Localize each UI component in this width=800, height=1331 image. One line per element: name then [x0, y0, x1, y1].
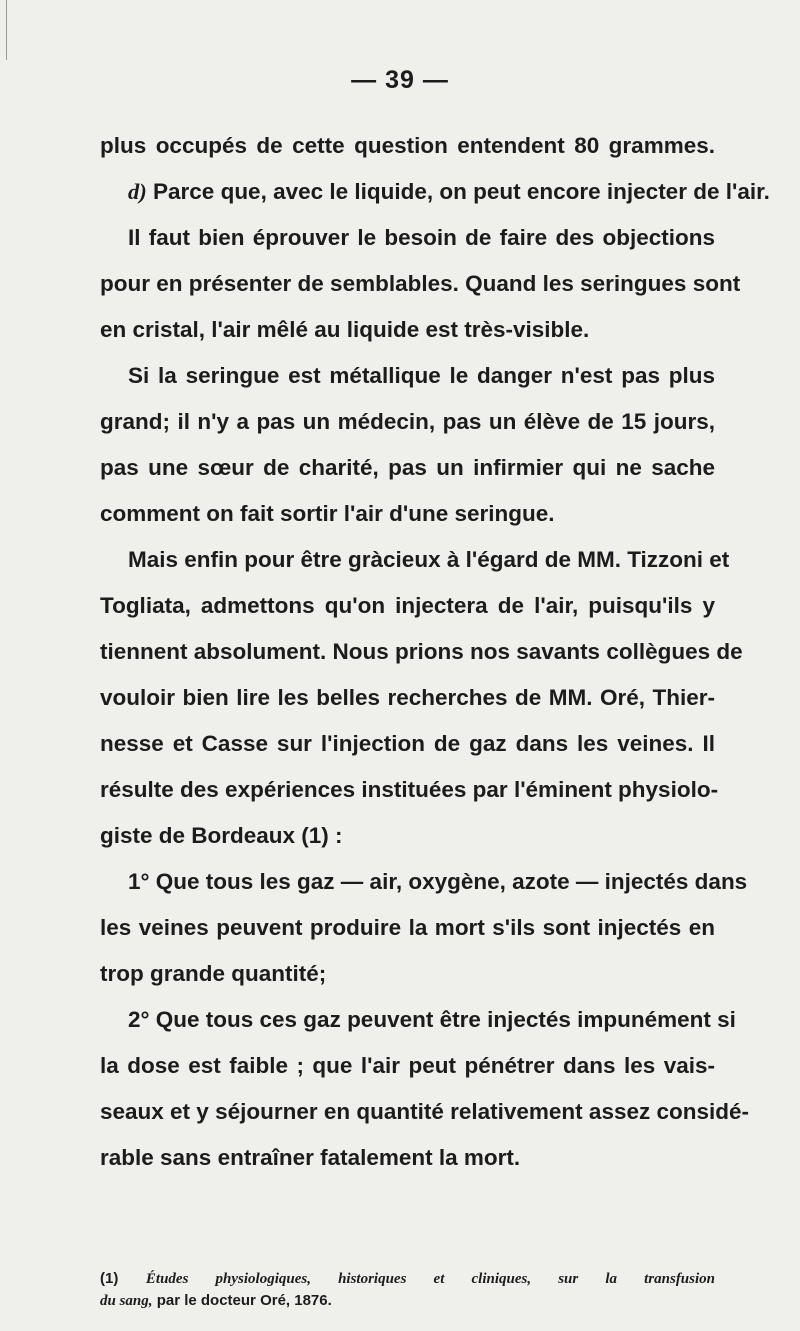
text-line-22: seaux et y séjourner en quantité relativement assez considé- — [100, 1099, 749, 1124]
text-line-4: pour en présenter de semblables. Quand les seringues sont — [100, 271, 741, 296]
text-line-19: trop grande quantité; — [100, 961, 327, 986]
footnote-title: Études physiologiques, historiques et cliniques, sur la transfusion — [145, 1271, 716, 1287]
text-line-3: Il faut bien éprouver le besoin de faire des objections — [128, 225, 715, 250]
text-line-8: pas une sœur de charité, pas un infirmier qui ne sache — [100, 455, 715, 480]
text-line-7: grand; il n'y a pas un médecin, pas un élève de 15 jours, — [100, 409, 715, 434]
text-line-20: 2° Que tous ces gaz peuvent être injectés impunément si — [128, 1007, 736, 1032]
text-line-12: tiennent absolument. Nous prions nos savants collègues de — [100, 639, 743, 664]
text-line-16: giste de Bordeaux (1) : — [100, 823, 343, 848]
text-line-6: Si la seringue est métallique le danger n'est pas plus — [128, 363, 715, 388]
footnote-marker: (1) — [100, 1270, 119, 1287]
footnote-author: par le docteur Oré, 1876. — [156, 1292, 332, 1309]
text-line-23: rable sans entraîner fatalement la mort. — [100, 1145, 521, 1170]
text-line-21: la dose est faible ; que l'air peut pénétrer dans les vais- — [100, 1053, 715, 1078]
text-line-1: plus occupés de cette question entendent 80 grammes. — [100, 133, 715, 158]
text-line-2 — [100, 169, 770, 215]
text-line-17: 1° Que tous les gaz — air, oxygène, azote — injectés dans — [128, 869, 748, 894]
page-edge-line — [6, 0, 7, 60]
footnote-line-2 — [100, 1290, 715, 1312]
text-line-9: comment on fait sortir l'air d'une seringue. — [100, 501, 555, 526]
text-line-5: en cristal, l'air mêlé au liquide est très-visible. — [100, 317, 590, 342]
footnote — [100, 1268, 715, 1312]
text-line-2-content: Parce que, avec le liquide, on peut encore injecter de l'air. — [153, 179, 770, 204]
text-line-18: les veines peuvent produire la mort s'ils sont injectés en — [100, 915, 715, 940]
text-line-14: nesse et Casse sur l'injection de gaz dans les veines. Il — [100, 731, 715, 756]
footnote-title-continued: du sang, — [100, 1293, 153, 1309]
text-line-15: résulte des expériences instituées par l'éminent physiolo- — [100, 777, 719, 802]
text-line-13: vouloir bien lire les belles recherches de MM. Oré, Thier- — [100, 685, 715, 710]
text-line-10: Mais enfin pour être gràcieux à l'égard de MM. Tizzoni et — [128, 547, 730, 572]
text-line-11: Togliata, admettons qu'on injectera de l'air, puisqu'ils y — [100, 593, 715, 618]
enumeration-label: d) — [128, 179, 147, 204]
footnote-line-1 — [100, 1268, 715, 1290]
page-number: — 39 — — [351, 66, 449, 94]
body-text — [100, 123, 770, 1181]
